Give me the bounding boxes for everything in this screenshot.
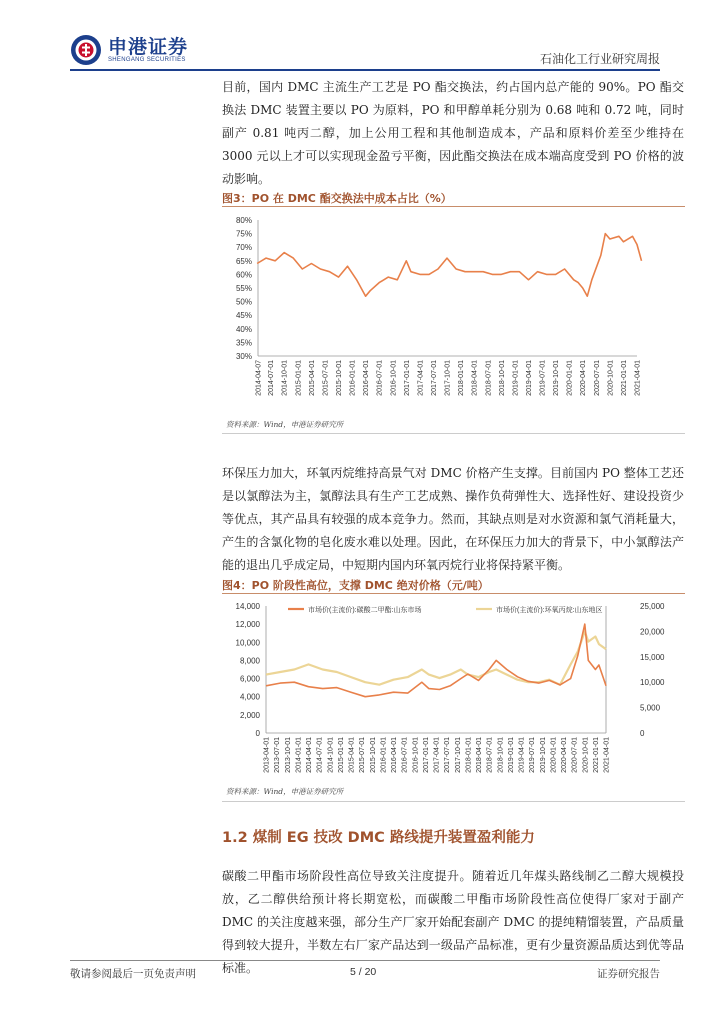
figure3-title: 图3：PO 在 DMC 酯交换法中成本占比（%） [222, 192, 452, 205]
figure4-x-tick: 2020-10-01 [582, 737, 590, 773]
figure3-x-tick: 2015-04-01 [308, 360, 316, 396]
header-divider [70, 69, 660, 71]
figure4-right-tick: 5,000 [640, 703, 661, 713]
figure3-x-tick: 2015-07-01 [322, 360, 330, 396]
shengang-logo-icon [70, 34, 102, 66]
figure3-y-tick: 50% [235, 297, 252, 307]
figure3-y-tick: 30% [235, 352, 252, 361]
figure4-x-tick: 2016-10-01 [412, 737, 420, 773]
figure3-x-tick: 2020-10-01 [607, 360, 615, 396]
figure3-x-tick: 2019-10-01 [553, 360, 561, 396]
figure3-x-tick: 2018-10-01 [498, 360, 506, 396]
figure3-bottom-rule [222, 433, 685, 434]
figure4-x-tick: 2014-10-01 [327, 737, 335, 773]
page-number: 5 / 20 [350, 966, 377, 978]
figure4-bottom-rule [222, 801, 685, 802]
figure3-y-tick: 40% [235, 324, 252, 334]
figure4-left-tick: 8,000 [239, 656, 260, 666]
paragraph-po-transesterification: 目前，国内 DMC 主流生产工艺是 PO 酯交换法，约占国内总产能的 90%。PO 酯交换法 DMC 装置主要以 PO 为原料，PO 和甲醇单耗分别为 0.68 吨和 0.72 吨，同时副产 0.81 吨丙二醇，加上公用工程和其他制造成本，产品和原料价差至少维持在 3000 元以上才可以实现现金盈亏平衡，因此酯交换法在成本端高度受到 PO 价格的波动影响。 [222, 80, 684, 186]
figure3-x-tick: 2018-01-01 [458, 360, 466, 396]
company-logo [70, 34, 188, 66]
figure3-x-tick: 2015-10-01 [336, 360, 344, 396]
figure4-right-tick: 20,000 [640, 627, 665, 637]
figure3-x-tick: 2017-07-01 [430, 360, 438, 396]
figure4-x-tick: 2017-04-01 [433, 737, 441, 773]
figure4-x-tick: 2020-07-01 [571, 737, 579, 773]
figure4-x-tick: 2013-04-01 [263, 737, 271, 773]
figure4-x-tick: 2016-01-01 [380, 737, 388, 773]
figure4-x-tick: 2020-01-01 [550, 737, 558, 773]
figure4-x-tick: 2018-10-01 [497, 737, 505, 773]
figure3-y-tick: 70% [235, 243, 252, 253]
figure4-source: 资料来源：Wind，申港证券研究所 [226, 787, 344, 796]
figure4-x-tick: 2015-04-01 [348, 737, 356, 773]
figure4-dmc-price-line [266, 624, 606, 697]
figure4-x-tick: 2019-10-01 [539, 737, 547, 773]
figure3-x-tick: 2019-04-01 [525, 360, 533, 396]
figure3-y-tick: 45% [235, 311, 252, 321]
figure4-x-tick: 2014-07-01 [316, 737, 324, 773]
figure3-y-tick: 35% [235, 338, 252, 348]
figure4-x-tick: 2021-04-01 [603, 737, 611, 773]
figure4-x-tick: 2015-01-01 [337, 737, 345, 773]
figure3-chart [222, 208, 685, 413]
figure3-x-tick: 2020-04-01 [580, 360, 588, 396]
figure3-y-tick: 80% [235, 216, 252, 225]
figure4-x-tick: 2017-01-01 [422, 737, 430, 773]
figure3-y-tick: 65% [235, 256, 252, 266]
figure3-x-tick: 2019-01-01 [512, 360, 520, 396]
figure4-x-tick: 2013-07-01 [274, 737, 282, 773]
figure3-series-line [257, 234, 641, 297]
figure4-right-tick: 10,000 [640, 678, 665, 688]
figure4-po-price-line [266, 631, 606, 684]
figure4-left-tick: 0 [255, 729, 260, 738]
figure3-x-tick: 2016-07-01 [376, 360, 384, 396]
figure4-right-tick: 0 [640, 729, 645, 738]
figure3-title-rule [222, 206, 685, 207]
paragraph-dmc-market: 碳酸二甲酯市场阶段性高位导致关注度提升。随着近几年煤头路线制乙二醇大规模投放，乙二醇供给预计将长期宽松，而碳酸二甲酯市场阶段性高位使得厂家对于副产 DMC 的关注度越来强，部分生产厂家开始配套副产 DMC 的提纯精馏装置，产品质量得到较大提升，半数左右厂家产品达到一级品产品标准，更有少量资源品质达到优等品标准。 [222, 869, 684, 975]
figure3-x-tick: 2018-04-01 [471, 360, 479, 396]
figure4-left-tick: 14,000 [235, 602, 260, 611]
figure4-x-tick: 2017-07-01 [444, 737, 452, 773]
figure4-x-tick: 2018-01-01 [465, 737, 473, 773]
figure3-x-tick: 2017-01-01 [403, 360, 411, 396]
figure3-x-tick: 2020-07-01 [593, 360, 601, 396]
logo-name-cn: 申港证券 [108, 36, 189, 58]
figure4-left-tick: 4,000 [239, 692, 260, 702]
figure3-x-tick: 2019-07-01 [539, 360, 547, 396]
figure4-x-tick: 2015-07-01 [359, 737, 367, 773]
figure3-x-tick: 2018-07-01 [485, 360, 493, 396]
figure3-x-tick: 2021-04-01 [634, 360, 642, 396]
figure3-x-tick: 2020-01-01 [566, 360, 574, 396]
report-type: 石油化工行业研究周报 [539, 52, 660, 66]
figure4-right-tick: 15,000 [640, 652, 665, 662]
figure4-x-tick: 2018-04-01 [476, 737, 483, 773]
footer-disclaimer: 敬请参阅最后一页免责声明 [70, 968, 196, 980]
figure4-x-tick: 2019-04-01 [518, 737, 526, 773]
figure3-x-tick: 2016-04-01 [363, 360, 371, 396]
figure4-left-tick: 12,000 [235, 620, 260, 630]
figure4-legend-label: 市场价(主流价):环氧丙烷:山东地区 [496, 607, 603, 614]
figure3-y-tick: 75% [235, 229, 252, 239]
figure4-title-rule [222, 593, 685, 594]
figure4-chart [222, 595, 685, 780]
figure4-x-tick: 2018-07-01 [486, 737, 494, 773]
figure4-x-tick: 2021-01-01 [592, 737, 600, 773]
figure4-x-tick: 2013-10-01 [284, 737, 292, 773]
figure4-left-tick: 10,000 [235, 638, 260, 648]
figure4-x-tick: 2017-10-01 [454, 737, 462, 773]
figure3-y-tick: 55% [235, 284, 252, 293]
figure3-x-tick: 2016-10-01 [390, 360, 398, 396]
figure4-x-tick: 2019-07-01 [529, 737, 537, 773]
figure3-source: 资料来源：Wind，申港证券研究所 [226, 420, 344, 429]
figure4-x-tick: 2016-04-01 [391, 737, 398, 773]
figure3-x-tick: 2015-01-01 [295, 360, 303, 396]
figure3-x-tick: 2016-01-01 [349, 360, 357, 396]
figure4-x-tick: 2014-01-01 [295, 737, 303, 773]
figure3-x-tick: 2014-04-07 [255, 360, 263, 396]
figure3-y-tick: 60% [235, 270, 252, 280]
figure4-x-tick: 2015-10-01 [369, 737, 377, 773]
figure4-x-tick: 2020-04-01 [561, 737, 568, 773]
section-heading: 1.2 煤制 EG 技改 DMC 路线提升装置盈利能力 [222, 830, 535, 846]
figure3-x-tick: 2021-01-01 [620, 360, 628, 396]
logo-name-en: SHENGANG SECURITIES [108, 57, 186, 63]
figure4-right-tick: 25,000 [640, 602, 665, 611]
figure4-x-tick: 2019-01-01 [507, 737, 515, 773]
figure3-x-tick: 2014-07-01 [268, 360, 276, 396]
paragraph-environment-pressure: 环保压力加大，环氧丙烷维持高景气对 DMC 价格产生支撑。目前国内 PO 整体工艺还是以氯醇法为主，氯醇法具有生产工艺成熟、操作负荷弹性大、选择性好、建设投资少等优点，其产品具有较强的成本竞争力。然而，其缺点则是对水资源和氯气消耗量大，产生的含氯化物的皂化废水难以处理。因此，在环保压力加大的背景下，中小氯醇法产能的退出几乎成定局，中短期内国内环氧丙烷行业将保持紧平衡。 [222, 466, 684, 572]
figure4-left-tick: 2,000 [239, 710, 260, 720]
figure3-x-tick: 2017-10-01 [444, 360, 452, 396]
figure3-x-tick: 2014-10-01 [281, 360, 289, 396]
figure4-title: 图4：PO 阶段性高位，支撑 DMC 绝对价格（元/吨） [222, 579, 489, 592]
footer-report-label: 证券研究报告 [597, 968, 660, 980]
figure4-left-tick: 6,000 [239, 674, 260, 684]
figure4-x-tick: 2014-04-01 [306, 737, 313, 773]
footer-divider [70, 960, 660, 961]
figure4-x-tick: 2016-07-01 [401, 737, 409, 773]
figure3-x-tick: 2017-04-01 [417, 360, 425, 396]
figure4-legend-label: 市场价(主流价):碳酸二甲酯:山东市场 [308, 607, 422, 614]
